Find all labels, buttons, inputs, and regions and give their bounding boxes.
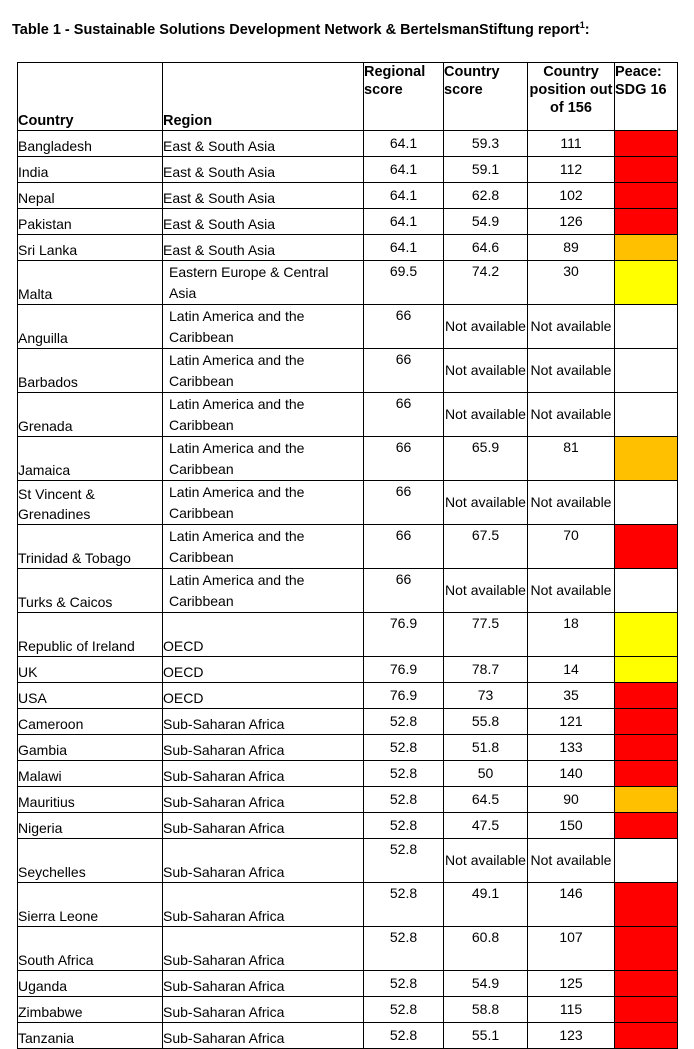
country-cell: Nigeria — [18, 813, 163, 839]
table-row — [18, 709, 678, 735]
table-row — [18, 131, 678, 157]
title-suffix: : — [584, 21, 590, 38]
country-cell: Sri Lanka — [18, 235, 163, 261]
header-region: Region — [163, 63, 364, 131]
table-row — [18, 997, 678, 1023]
country-cell: Jamaica — [18, 437, 163, 481]
peace-status-cell — [615, 209, 678, 235]
country-position-cell: 35 — [528, 683, 615, 709]
regional-score-cell: 76.9 — [364, 683, 444, 709]
regional-score-cell: 66 — [364, 393, 444, 437]
regional-score-cell: 66 — [364, 437, 444, 481]
peace-status-cell — [615, 709, 678, 735]
country-cell: Grenada — [18, 393, 163, 437]
peace-status-cell — [615, 261, 678, 305]
country-position-cell: 90 — [528, 787, 615, 813]
regional-score-cell: 66 — [364, 305, 444, 349]
country-cell: Bangladesh — [18, 131, 163, 157]
country-position-cell: 150 — [528, 813, 615, 839]
country-score-cell: Not available — [444, 839, 528, 883]
region-cell: Latin America and the Caribbean — [163, 525, 364, 569]
peace-status-cell — [615, 883, 678, 927]
country-score-cell: 49.1 — [444, 883, 528, 927]
title-footnote-marker: 1 — [579, 20, 585, 30]
table-row — [18, 657, 678, 683]
region-cell: Latin America and the Caribbean — [163, 569, 364, 613]
table-row — [18, 261, 678, 305]
country-cell: Malta — [18, 261, 163, 305]
header-regional-score: Regional score — [364, 63, 444, 131]
country-position-cell: Not available — [528, 349, 615, 393]
region-cell: Latin America and the Caribbean — [163, 393, 364, 437]
region-cell: Sub-Saharan Africa — [163, 735, 364, 761]
country-score-cell: 55.8 — [444, 709, 528, 735]
country-cell: Turks & Caicos — [18, 569, 163, 613]
regional-score-cell: 52.8 — [364, 971, 444, 997]
regional-score-cell: 52.8 — [364, 883, 444, 927]
peace-status-cell — [615, 349, 678, 393]
peace-status-cell — [615, 157, 678, 183]
regional-score-cell: 66 — [364, 481, 444, 525]
header-row — [18, 63, 678, 131]
country-cell: Pakistan — [18, 209, 163, 235]
country-score-cell: Not available — [444, 393, 528, 437]
peace-status-cell — [615, 761, 678, 787]
regional-score-cell: 66 — [364, 525, 444, 569]
table-row — [18, 305, 678, 349]
country-position-cell: 30 — [528, 261, 615, 305]
peace-status-cell — [615, 569, 678, 613]
regional-score-cell: 52.8 — [364, 761, 444, 787]
country-score-cell: Not available — [444, 349, 528, 393]
peace-status-cell — [615, 927, 678, 971]
regional-score-cell: 64.1 — [364, 183, 444, 209]
country-cell: USA — [18, 683, 163, 709]
table-row — [18, 883, 678, 927]
table-title — [12, 20, 682, 38]
country-position-cell: 89 — [528, 235, 615, 261]
country-position-cell: Not available — [528, 569, 615, 613]
regional-score-cell: 52.8 — [364, 709, 444, 735]
peace-status-cell — [615, 235, 678, 261]
region-cell: Sub-Saharan Africa — [163, 971, 364, 997]
peace-status-cell — [615, 997, 678, 1023]
regional-score-cell: 52.8 — [364, 927, 444, 971]
country-position-cell: 111 — [528, 131, 615, 157]
region-cell: Sub-Saharan Africa — [163, 761, 364, 787]
region-cell: Eastern Europe & Central Asia — [163, 261, 364, 305]
regional-score-cell: 52.8 — [364, 1023, 444, 1049]
country-cell: South Africa — [18, 927, 163, 971]
country-cell: Nepal — [18, 183, 163, 209]
regional-score-cell: 76.9 — [364, 613, 444, 657]
country-position-cell: 146 — [528, 883, 615, 927]
peace-status-cell — [615, 481, 678, 525]
country-position-cell: Not available — [528, 839, 615, 883]
country-score-cell: 73 — [444, 683, 528, 709]
country-position-cell: 112 — [528, 157, 615, 183]
table-row — [18, 787, 678, 813]
country-score-cell: 55.1 — [444, 1023, 528, 1049]
peace-status-cell — [615, 683, 678, 709]
country-cell: Gambia — [18, 735, 163, 761]
country-position-cell: Not available — [528, 393, 615, 437]
table-row — [18, 683, 678, 709]
table-row — [18, 735, 678, 761]
header-country-score: Country score — [444, 63, 528, 131]
country-score-cell: 65.9 — [444, 437, 528, 481]
country-score-cell: Not available — [444, 481, 528, 525]
regional-score-cell: 64.1 — [364, 131, 444, 157]
country-cell: St Vincent & Grenadines — [18, 481, 163, 525]
country-cell: Zimbabwe — [18, 997, 163, 1023]
country-cell: Malawi — [18, 761, 163, 787]
table-title-text: Table 1 - Sustainable Solutions Development Network & BertelsmanStiftung report — [12, 21, 580, 38]
peace-status-cell — [615, 971, 678, 997]
country-score-cell: 54.9 — [444, 971, 528, 997]
country-score-cell: 64.5 — [444, 787, 528, 813]
country-position-cell: 115 — [528, 997, 615, 1023]
table-row — [18, 183, 678, 209]
peace-status-cell — [615, 437, 678, 481]
country-cell: Republic of Ireland — [18, 613, 163, 657]
region-cell: Sub-Saharan Africa — [163, 927, 364, 971]
table-row — [18, 813, 678, 839]
country-score-cell: 54.9 — [444, 209, 528, 235]
regional-score-cell: 64.1 — [364, 209, 444, 235]
country-position-cell: 107 — [528, 927, 615, 971]
table-row — [18, 613, 678, 657]
country-score-cell: 51.8 — [444, 735, 528, 761]
country-cell: Sierra Leone — [18, 883, 163, 927]
country-score-cell: 62.8 — [444, 183, 528, 209]
peace-status-cell — [615, 393, 678, 437]
region-cell: Latin America and the Caribbean — [163, 305, 364, 349]
country-position-cell: 140 — [528, 761, 615, 787]
region-cell: East & South Asia — [163, 235, 364, 261]
header-country: Country — [18, 63, 163, 131]
regional-score-cell: 66 — [364, 569, 444, 613]
peace-status-cell — [615, 787, 678, 813]
regional-score-cell: 64.1 — [364, 235, 444, 261]
region-cell: Sub-Saharan Africa — [163, 709, 364, 735]
table-row — [18, 569, 678, 613]
regional-score-cell: 52.8 — [364, 813, 444, 839]
country-cell: Uganda — [18, 971, 163, 997]
country-score-cell: 64.6 — [444, 235, 528, 261]
table-row — [18, 437, 678, 481]
peace-status-cell — [615, 305, 678, 349]
peace-status-cell — [615, 813, 678, 839]
header-country-position: Country position out of 156 — [528, 63, 615, 131]
regional-score-cell: 76.9 — [364, 657, 444, 683]
region-cell: Latin America and the Caribbean — [163, 349, 364, 393]
region-cell: East & South Asia — [163, 209, 364, 235]
country-position-cell: Not available — [528, 305, 615, 349]
country-score-cell: 58.8 — [444, 997, 528, 1023]
peace-status-cell — [615, 131, 678, 157]
region-cell: Latin America and the Caribbean — [163, 481, 364, 525]
country-position-cell: 70 — [528, 525, 615, 569]
region-cell: Sub-Saharan Africa — [163, 997, 364, 1023]
country-cell: India — [18, 157, 163, 183]
regional-score-cell: 52.8 — [364, 839, 444, 883]
country-score-cell: 78.7 — [444, 657, 528, 683]
table-row — [18, 157, 678, 183]
regional-score-cell: 69.5 — [364, 261, 444, 305]
table-row — [18, 761, 678, 787]
peace-status-cell — [615, 839, 678, 883]
country-position-cell: 126 — [528, 209, 615, 235]
country-position-cell: 102 — [528, 183, 615, 209]
table-row — [18, 971, 678, 997]
country-position-cell: 81 — [528, 437, 615, 481]
region-cell: Sub-Saharan Africa — [163, 813, 364, 839]
country-cell: Cameroon — [18, 709, 163, 735]
country-score-cell: 59.1 — [444, 157, 528, 183]
regional-score-cell: 52.8 — [364, 735, 444, 761]
table-row — [18, 839, 678, 883]
country-cell: Anguilla — [18, 305, 163, 349]
table-row — [18, 481, 678, 525]
sdg-report-table — [17, 62, 678, 1049]
country-cell: Barbados — [18, 349, 163, 393]
region-cell: OECD — [163, 657, 364, 683]
country-score-cell: 60.8 — [444, 927, 528, 971]
regional-score-cell: 64.1 — [364, 157, 444, 183]
header-peace-sdg16: Peace: SDG 16 — [615, 63, 678, 131]
country-position-cell: 121 — [528, 709, 615, 735]
region-cell: Sub-Saharan Africa — [163, 1023, 364, 1049]
regional-score-cell: 52.8 — [364, 997, 444, 1023]
country-cell: Trinidad & Tobago — [18, 525, 163, 569]
table-row — [18, 235, 678, 261]
country-position-cell: 18 — [528, 613, 615, 657]
region-cell: Sub-Saharan Africa — [163, 787, 364, 813]
peace-status-cell — [615, 613, 678, 657]
table-row — [18, 349, 678, 393]
peace-status-cell — [615, 1023, 678, 1049]
country-position-cell: 14 — [528, 657, 615, 683]
country-score-cell: 74.2 — [444, 261, 528, 305]
country-position-cell: Not available — [528, 481, 615, 525]
region-cell: OECD — [163, 613, 364, 657]
country-cell: Mauritius — [18, 787, 163, 813]
peace-status-cell — [615, 735, 678, 761]
region-cell: Sub-Saharan Africa — [163, 839, 364, 883]
regional-score-cell: 66 — [364, 349, 444, 393]
country-score-cell: 50 — [444, 761, 528, 787]
country-position-cell: 133 — [528, 735, 615, 761]
table-row — [18, 1023, 678, 1049]
country-cell: Tanzania — [18, 1023, 163, 1049]
country-position-cell: 125 — [528, 971, 615, 997]
country-cell: Seychelles — [18, 839, 163, 883]
country-score-cell: Not available — [444, 569, 528, 613]
country-score-cell: 47.5 — [444, 813, 528, 839]
country-score-cell: 59.3 — [444, 131, 528, 157]
region-cell: East & South Asia — [163, 183, 364, 209]
region-cell: OECD — [163, 683, 364, 709]
table-row — [18, 209, 678, 235]
country-score-cell: 77.5 — [444, 613, 528, 657]
table-row — [18, 525, 678, 569]
table-row — [18, 927, 678, 971]
region-cell: East & South Asia — [163, 157, 364, 183]
peace-status-cell — [615, 183, 678, 209]
country-score-cell: Not available — [444, 305, 528, 349]
region-cell: East & South Asia — [163, 131, 364, 157]
country-cell: UK — [18, 657, 163, 683]
regional-score-cell: 52.8 — [364, 787, 444, 813]
country-position-cell: 123 — [528, 1023, 615, 1049]
table-body — [18, 131, 678, 1049]
country-score-cell: 67.5 — [444, 525, 528, 569]
peace-status-cell — [615, 525, 678, 569]
table-row — [18, 393, 678, 437]
region-cell: Sub-Saharan Africa — [163, 883, 364, 927]
region-cell: Latin America and the Caribbean — [163, 437, 364, 481]
peace-status-cell — [615, 657, 678, 683]
